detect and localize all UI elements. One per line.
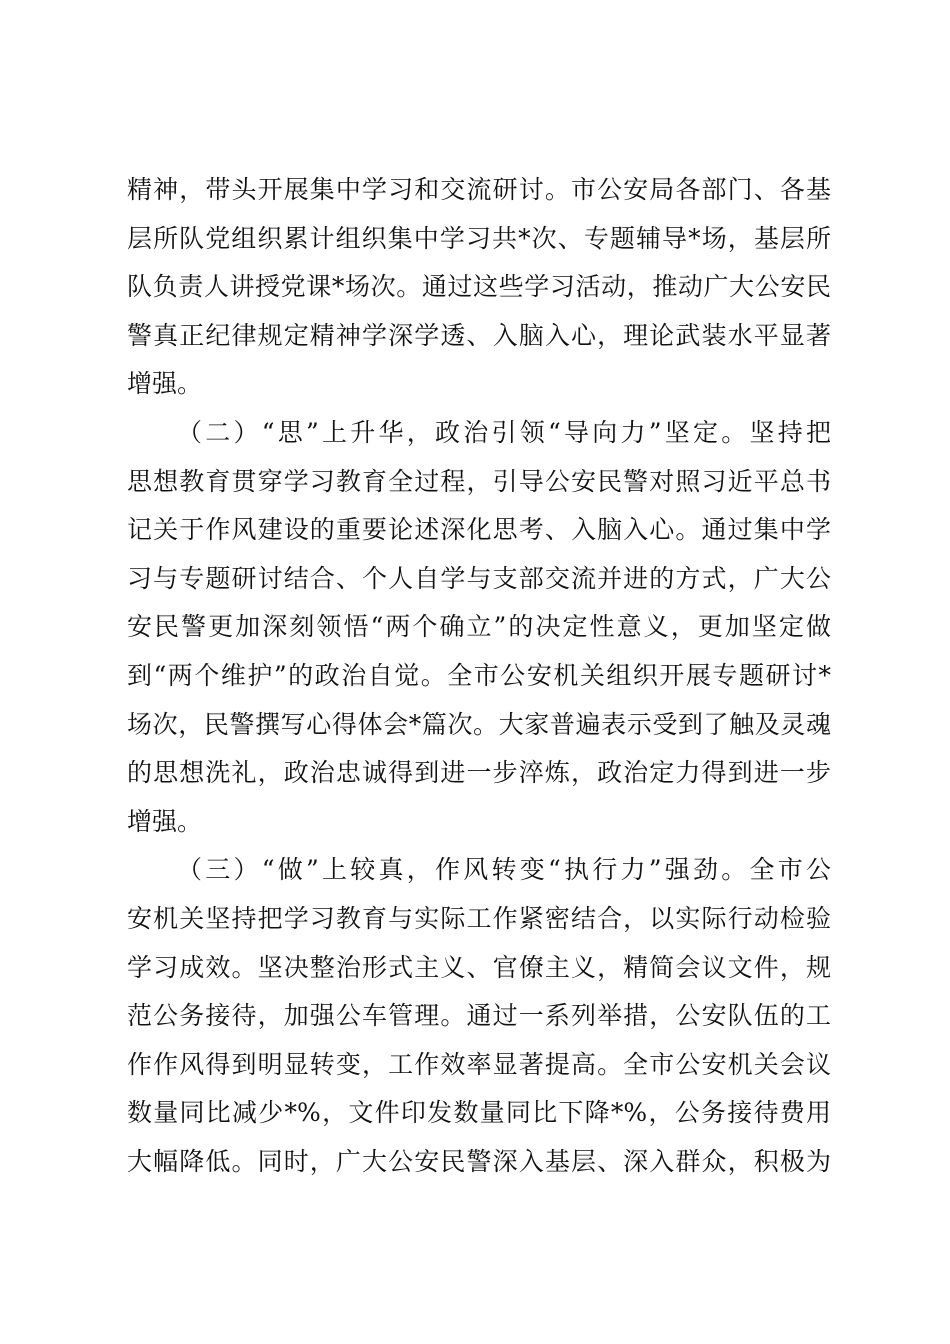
text-line: 安民警更加深刻领悟“两个确立”的决定性意义，更加坚定做 — [127, 612, 831, 642]
text-line: 精神，带头开展集中学习和交流研讨。市公安局各部门、各基 — [127, 175, 831, 204]
text-line: 层所队党组织累计组织集中学习共*次、专题辅导*场，基层所 — [127, 223, 831, 253]
text-line: 大幅降低。同时，广大公安民警深入基层、深入群众，积极为 — [127, 1146, 831, 1176]
text-line: 记关于作风建设的重要论述深化思考、入脑入心。通过集中学 — [127, 515, 831, 545]
text-line: 队负责人讲授党课*场次。通过这些学习活动，推动广大公安民 — [127, 272, 831, 302]
text-line: 场次，民警撰写心得体会*篇次。大家普遍表示受到了触及灵魂 — [127, 709, 831, 739]
text-line: 作作风得到明显转变，工作效率显著提高。全市公安机关会议 — [127, 1049, 831, 1079]
text-line: 增强。 — [127, 806, 203, 836]
text-line: 数量同比减少*%，文件印发数量同比下降*%，公务接待费用 — [127, 1098, 831, 1128]
text-line: 学习成效。坚决整治形式主义、官僚主义，精简会议文件，规 — [127, 952, 831, 982]
text-line: 的思想洗礼，政治忠诚得到进一步淬炼，政治定力得到进一步 — [127, 758, 831, 788]
paragraph-section-three — [127, 846, 831, 1186]
text-line: 习与专题研讨结合、个人自学与支部交流并进的方式，广大公 — [127, 563, 831, 593]
paragraph-study-activities — [127, 166, 831, 409]
text-line: 警真正纪律规定精神学深学透、入脑入心，理论武装水平显著 — [127, 320, 831, 350]
text-line: 到“两个维护”的政治自觉。全市公安机关组织开展专题研讨* — [127, 660, 831, 690]
section-heading-line: （二）“思”上升华，政治引领“导向力”坚定。坚持把 — [177, 417, 831, 447]
text-line: 安机关坚持把学习教育与实际工作紧密结合，以实际行动检验 — [127, 903, 831, 933]
text-line: 增强。 — [127, 369, 203, 399]
document-body — [127, 166, 831, 1186]
text-line: 范公务接待，加强公车管理。通过一系列举措，公安队伍的工 — [127, 1001, 831, 1031]
text-line: 思想教育贯穿学习教育全过程，引导公安民警对照习近平总书 — [127, 466, 831, 496]
section-heading-line: （三）“做”上较真，作风转变“执行力”强劲。全市公 — [177, 855, 831, 885]
paragraph-section-two — [127, 409, 831, 846]
